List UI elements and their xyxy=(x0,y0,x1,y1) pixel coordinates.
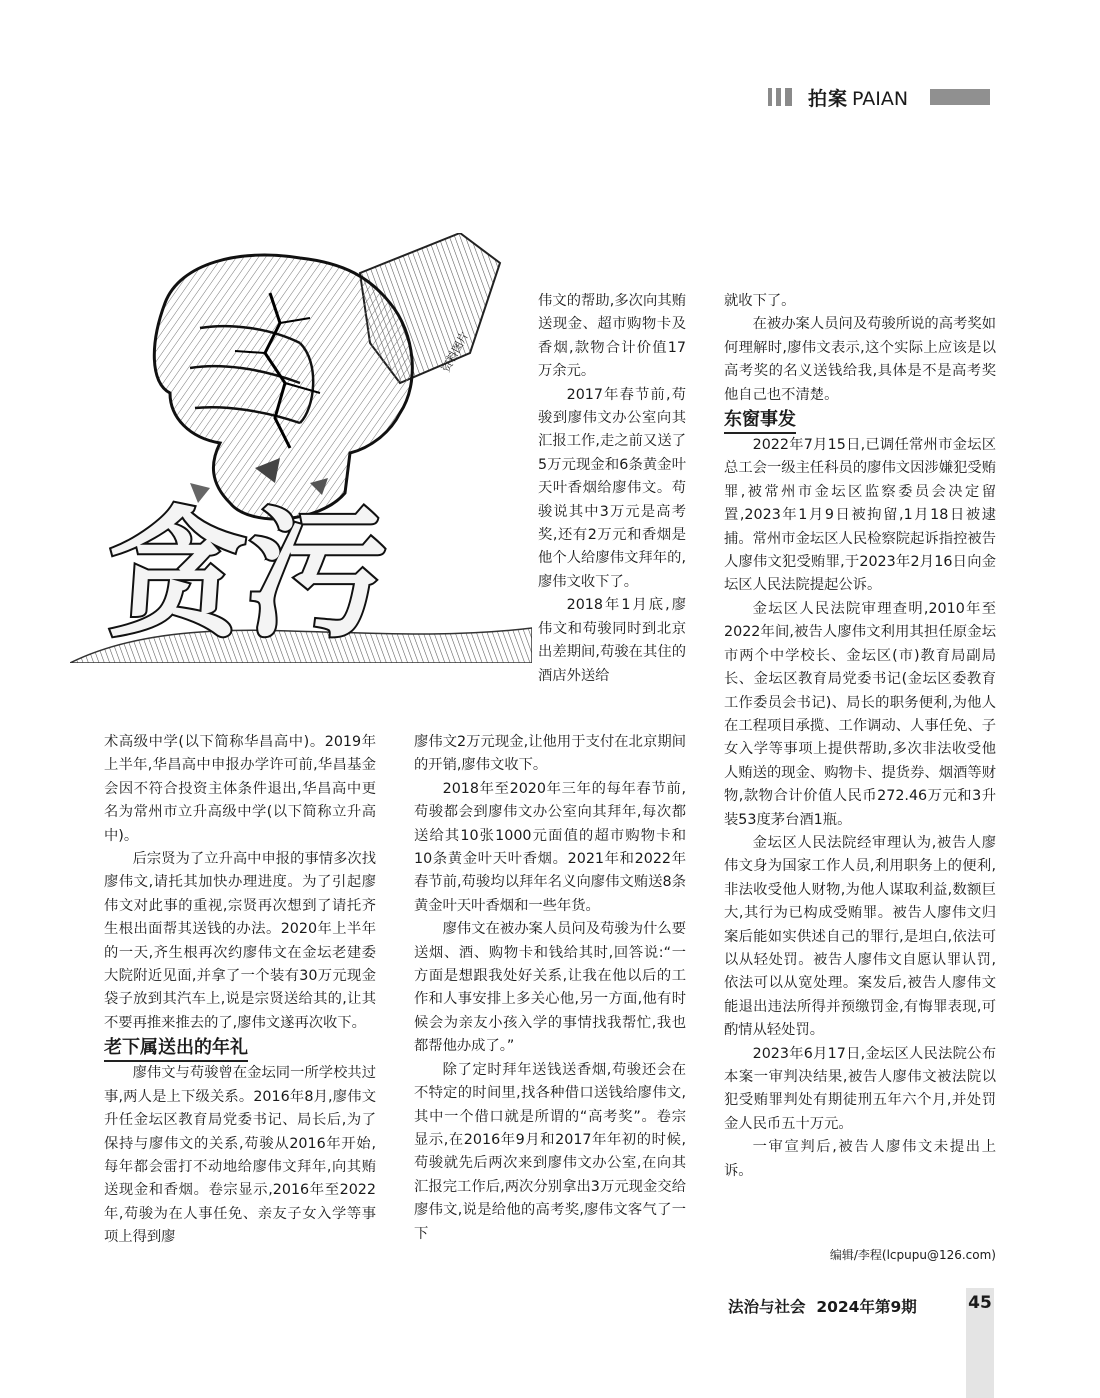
paragraph: 廖伟文与苟骏曾在金坛同一所学校共过事,两人是上下级关系。2016年8月,廖伟文升任金坛区教育局党委书记、局长后,为了保持与廖伟文的关系,苟骏从2016年开始,每年都会雷打不动地给廖伟文拜年,向其贿送现金和香烟。卷宗显示,2016年至2022年,苟骏为在人事任免、亲友子女入学等事项上得到廖 xyxy=(104,1065,376,1246)
paragraph: 后宗贤为了立升高中申报的事情多次找廖伟文,请托其加快办理进度。为了引起廖伟文对此事的重视,宗贤再次想到了请托齐生根出面帮其送钱的办法。2020年上半年的一天,齐生根再次约廖伟文在金坛老建委大院附近见面,并拿了一个装有30万元现金袋子放到其汽车上,说是宗贤送给其的,让其不要再推来推去的了,廖伟文遂再次收下。 xyxy=(104,851,376,1031)
header-bar-decoration xyxy=(930,89,990,105)
magazine-title: 法治与社会 xyxy=(728,1298,806,1316)
header-bar-decoration xyxy=(776,88,781,106)
issue-number: 2024年第9期 xyxy=(816,1298,917,1316)
paragraph: 除了定时拜年送钱送香烟,苟骏还会在不特定的时间里,找各种借口送钱给廖伟文,其中一个借口就是所谓的“高考奖”。卷宗显示,在2016年9月和2017年年初的时候,苟骏就先后两次来到廖伟文办公室,在向其汇报完工作后,两次分别拿出3万元现金交给廖伟文,说是给他的高考奖,廖伟文客气了一下 xyxy=(414,1061,686,1242)
article-column-3 xyxy=(724,290,996,1183)
image-credit: 资料图片 xyxy=(439,329,472,375)
section-header xyxy=(768,86,998,110)
subheading: 东窗事发 xyxy=(724,408,796,434)
paragraph: 一审宣判后,被告人廖伟文未提出上诉。 xyxy=(724,1139,996,1179)
paragraph: 2018年至2020年三年的每年春节前,苟骏都会到廖伟文办公室向其拜年,每次都送给其10张1000元面值的超市购物卡和10条黄金叶天叶香烟。2021年和2022年春节前,苟骏均以拜年名义向廖伟文贿送8条黄金叶天叶香烟和一些年货。 xyxy=(414,780,686,914)
section-label xyxy=(808,84,908,111)
paragraph: 就收下了。 xyxy=(724,293,796,309)
section-name: 拍案 xyxy=(808,88,849,110)
paragraph: 术高级中学(以下简称华昌高中)。2019年上半年,华昌高中申报办学许可前,华昌基金会因不符合投资主体条件退出,华昌高中更名为常州市立升高级中学(以下简称立升高中)。 xyxy=(104,734,376,844)
paragraph: 廖伟文在被办案人员问及苟骏为什么要送烟、酒、购物卡和钱给其时,回答说:“一方面是想跟我处好关系,让我在他以后的工作和人事安排上多关心他,另一方面,他有时候会为亲友小孩入学的事情找我帮忙,我也都帮他办成了。” xyxy=(414,921,686,1055)
header-bar-decoration xyxy=(785,88,792,106)
article-column-2-upper xyxy=(538,290,686,688)
fist-illustration xyxy=(70,233,532,663)
paragraph: 在被办案人员问及苟骏所说的高考奖如何理解时,廖伟文表示,这个实际上应该是以高考奖的名义送钱给我,具体是不是高考奖他自己也不清楚。 xyxy=(724,316,996,403)
paragraph: 2018年1月底,廖伟文和苟骏同时到北京出差期间,苟骏在其住的酒店外送给 xyxy=(538,597,686,684)
paragraph: 2023年6月17日,金坛区人民法院公布本案一审判决结果,被告人廖伟文被法院以犯受贿罪判处有期徒刑五年六个月,并处罚金人民币五十万元。 xyxy=(724,1045,996,1132)
article-column-1 xyxy=(104,731,376,1250)
editor-credit: 编辑/李程(lcpupu@126.com) xyxy=(829,1248,996,1262)
paragraph: 2017年春节前,苟骏到廖伟文办公室向其汇报工作,走之前又送了5万元现金和6条黄金叶天叶香烟给廖伟文。苟骏说其中3万元是高考奖,还有2万元和香烟是他个人给廖伟文拜年的,廖伟文收下了。 xyxy=(538,386,686,590)
page-footer xyxy=(728,1295,917,1317)
paragraph: 2022年7月15日,已调任常州市金坛区总工会一级主任科员的廖伟文因涉嫌犯受贿罪,被常州市金坛区监察委员会决定留置,2023年1月9日被拘留,1月18日被逮捕。常州市金坛区人民检察院起诉指控被告人廖伟文犯受贿罪,于2023年2月16日向金坛区人民法院提起公诉。 xyxy=(724,437,996,594)
page-number: 45 xyxy=(968,1293,992,1313)
header-bar-decoration xyxy=(768,88,772,106)
illustration-title: 贪污 xyxy=(100,492,392,657)
paragraph: 伟文的帮助,多次向其贿送现金、超市购物卡及香烟,款物合计价值17万余元。 xyxy=(538,293,686,380)
subheading: 老下属送出的年礼 xyxy=(104,1036,248,1062)
section-name-en: PAIAN xyxy=(852,88,909,110)
paragraph: 廖伟文2万元现金,让他用于支付在北京期间的开销,廖伟文收下。 xyxy=(414,734,686,774)
paragraph: 金坛区人民法院审理查明,2010年至2022年间,被告人廖伟文利用其担任原金坛市两个中学校长、金坛区(市)教育局副局长、金坛区教育局党委书记(金坛区委教育工作委员会书记)、局长的职务便利,为他人在工程项目承揽、工作调动、人事任免、子女入学等事项上提供帮助,多次非法收受他人贿送的现金、购物卡、提货券、烟酒等财物,款物合计价值人民币272.46万元和3升装53度茅台酒1瓶。 xyxy=(724,600,996,828)
article-column-2-lower xyxy=(414,731,686,1246)
paragraph: 金坛区人民法院经审理认为,被告人廖伟文身为国家工作人员,利用职务上的便利,非法收受他人财物,为他人谋取利益,数额巨大,其行为已构成受贿罪。被告人廖伟文归案后能如实供述自己的罪行,是坦白,依法可以从轻处罚。被告人廖伟文自愿认罪认罚,依法可以从宽处理。案发后,被告人廖伟文能退出违法所得并预缴罚金,有悔罪表现,可酌情从轻处罚。 xyxy=(724,834,996,1039)
